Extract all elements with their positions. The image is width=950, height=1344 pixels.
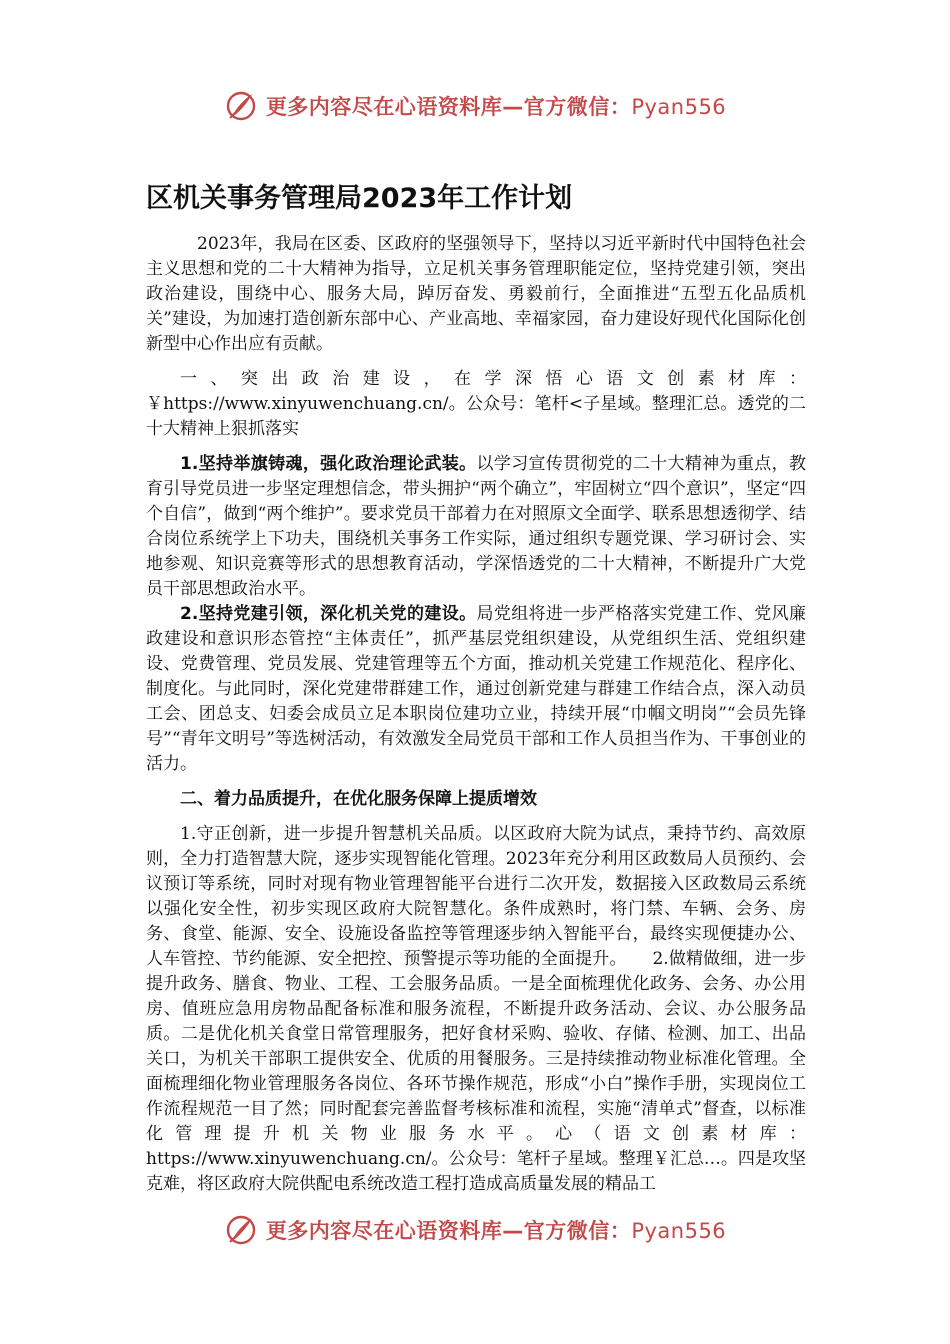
- section-heading-2: 二、着力品质提升，在优化服务保障上提质增效: [180, 789, 537, 809]
- subsection-1-body: 以学习宣传贯彻党的二十大精神为重点，教育引导党员进一步坚定理想信念，带头拥护“两个确立”，牢固树立“四个意识”，坚定“四个自信”，做到“两个维护”。要求党员干部着力在对照原文全面学、联系思想透彻学、结合岗位系统学上下功夫，围绕机关事务工作实际，通过组织专题党课、学习研讨会、实地参观、知识竞赛等形式的思想教育活动，学深悟透党的二十大精神，不断提升广大党员干部思想政治水平。: [146, 454, 807, 599]
- intro-paragraph: 2023年，我局在区委、区政府的坚强领导下，坚持以习近平新时代中国特色社会主义思想和党的二十大精神为指导，立足机关事务管理职能定位，坚持党建引领，突出政治建设，围绕中心、服务大局，踔厉奋发、勇毅前行，全面推进“五型五化品质机关”建设，为加速打造创新东部中心、产业高地、幸福家园，奋力建设好现代化国际化创新型中心作出应有贡献。: [146, 234, 806, 354]
- header-watermark: [0, 86, 950, 126]
- watermark-text: 更多内容尽在心语资料库—官方微信：Pyan556: [265, 1219, 727, 1243]
- subsection-2-body: 局党组将进一步严格落实党建工作、党风廉政建设和意识形态管控“主体责任”，抓严基层党组织建设，从党组织生活、党组织建设、党费管理、党员发展、党建管理等五个方面，推动机关党建工作规范化、程序化、制度化。与此同时，深化党建带群建工作，通过创新党建与群建工作结合点，深入动员工会、团总支、妇委会成员立足本职岗位建功立业，持续开展“巾帼文明岗”“会员先锋号”“青年文明号”等选树活动，有效激发全局党员干部和工作人员担当作为、干事创业的活力。: [146, 604, 807, 774]
- section-heading-1: 一、突出政治建设，在学深悟心语文创素材库：￥https://www.xinyuwenchuang.cn/。公众号：笔杆<子星域。整理汇总。透党的二十大精神上狠抓落实: [146, 369, 806, 439]
- feather-pen-icon: [224, 1213, 258, 1247]
- subsection-2-heading: 2.坚持党建引领，深化机关党的建设。: [180, 604, 477, 624]
- document-title: 区机关事务管理局2023年工作计划: [146, 183, 573, 214]
- footer-watermark: [0, 1210, 950, 1250]
- watermark-text: 更多内容尽在心语资料库—官方微信：Pyan556: [265, 95, 727, 119]
- subsection-1-heading: 1.坚持举旗铸魂，强化政治理论武装。: [180, 454, 477, 474]
- subsection-2: [146, 602, 806, 777]
- document-body: [146, 232, 806, 1197]
- feather-pen-icon: [224, 89, 258, 123]
- subsection-1: [146, 452, 806, 602]
- section-2-paragraph: 1.守正创新，进一步提升智慧机关品质。以区政府大院为试点，秉持节约、高效原则，全力打造智慧大院，逐步实现智能化管理。2023年充分利用区政数局人员预约、会议预订等系统，同时对现有物业管理智能平台进行二次开发，数据接入区政数局云系统以强化安全性，初步实现区政府大院智慧化。条件成熟时，将门禁、车辆、会务、房务、食堂、能源、安全、设施设备监控等管理逐步纳入智能平台，最终实现便捷办公、人车管控、节约能源、安全把控、预警提示等功能的全面提升。 2.做精做细，进一步提升政务、膳食、物业、工程、工会服务品质。一是全面梳理优化政务、会务、办公用房、值班应急用房物品配备标准和服务流程，不断提升政务活动、会议、办公服务品质。二是优化机关食堂日常管理服务，把好食材采购、验收、存储、检测、加工、出品关口，为机关干部职工提供安全、优质的用餐服务。三是持续推动物业标准化管理。全面梳理细化物业管理服务各岗位、各环节操作规范，形成“小白”操作手册，实现岗位工作流程规范一目了然；同时配套完善监督考核标准和流程，实施“清单式”督查，以标准化管理提升机关物业服务水平。心（语文创素材库：https://www.xinyuwenchuang.cn/。公众号：笔杆子星域。整理￥汇总…。四是攻坚克难，将区政府大院供配电系统改造工程打造成高质量发展的精品工: [146, 824, 806, 1194]
